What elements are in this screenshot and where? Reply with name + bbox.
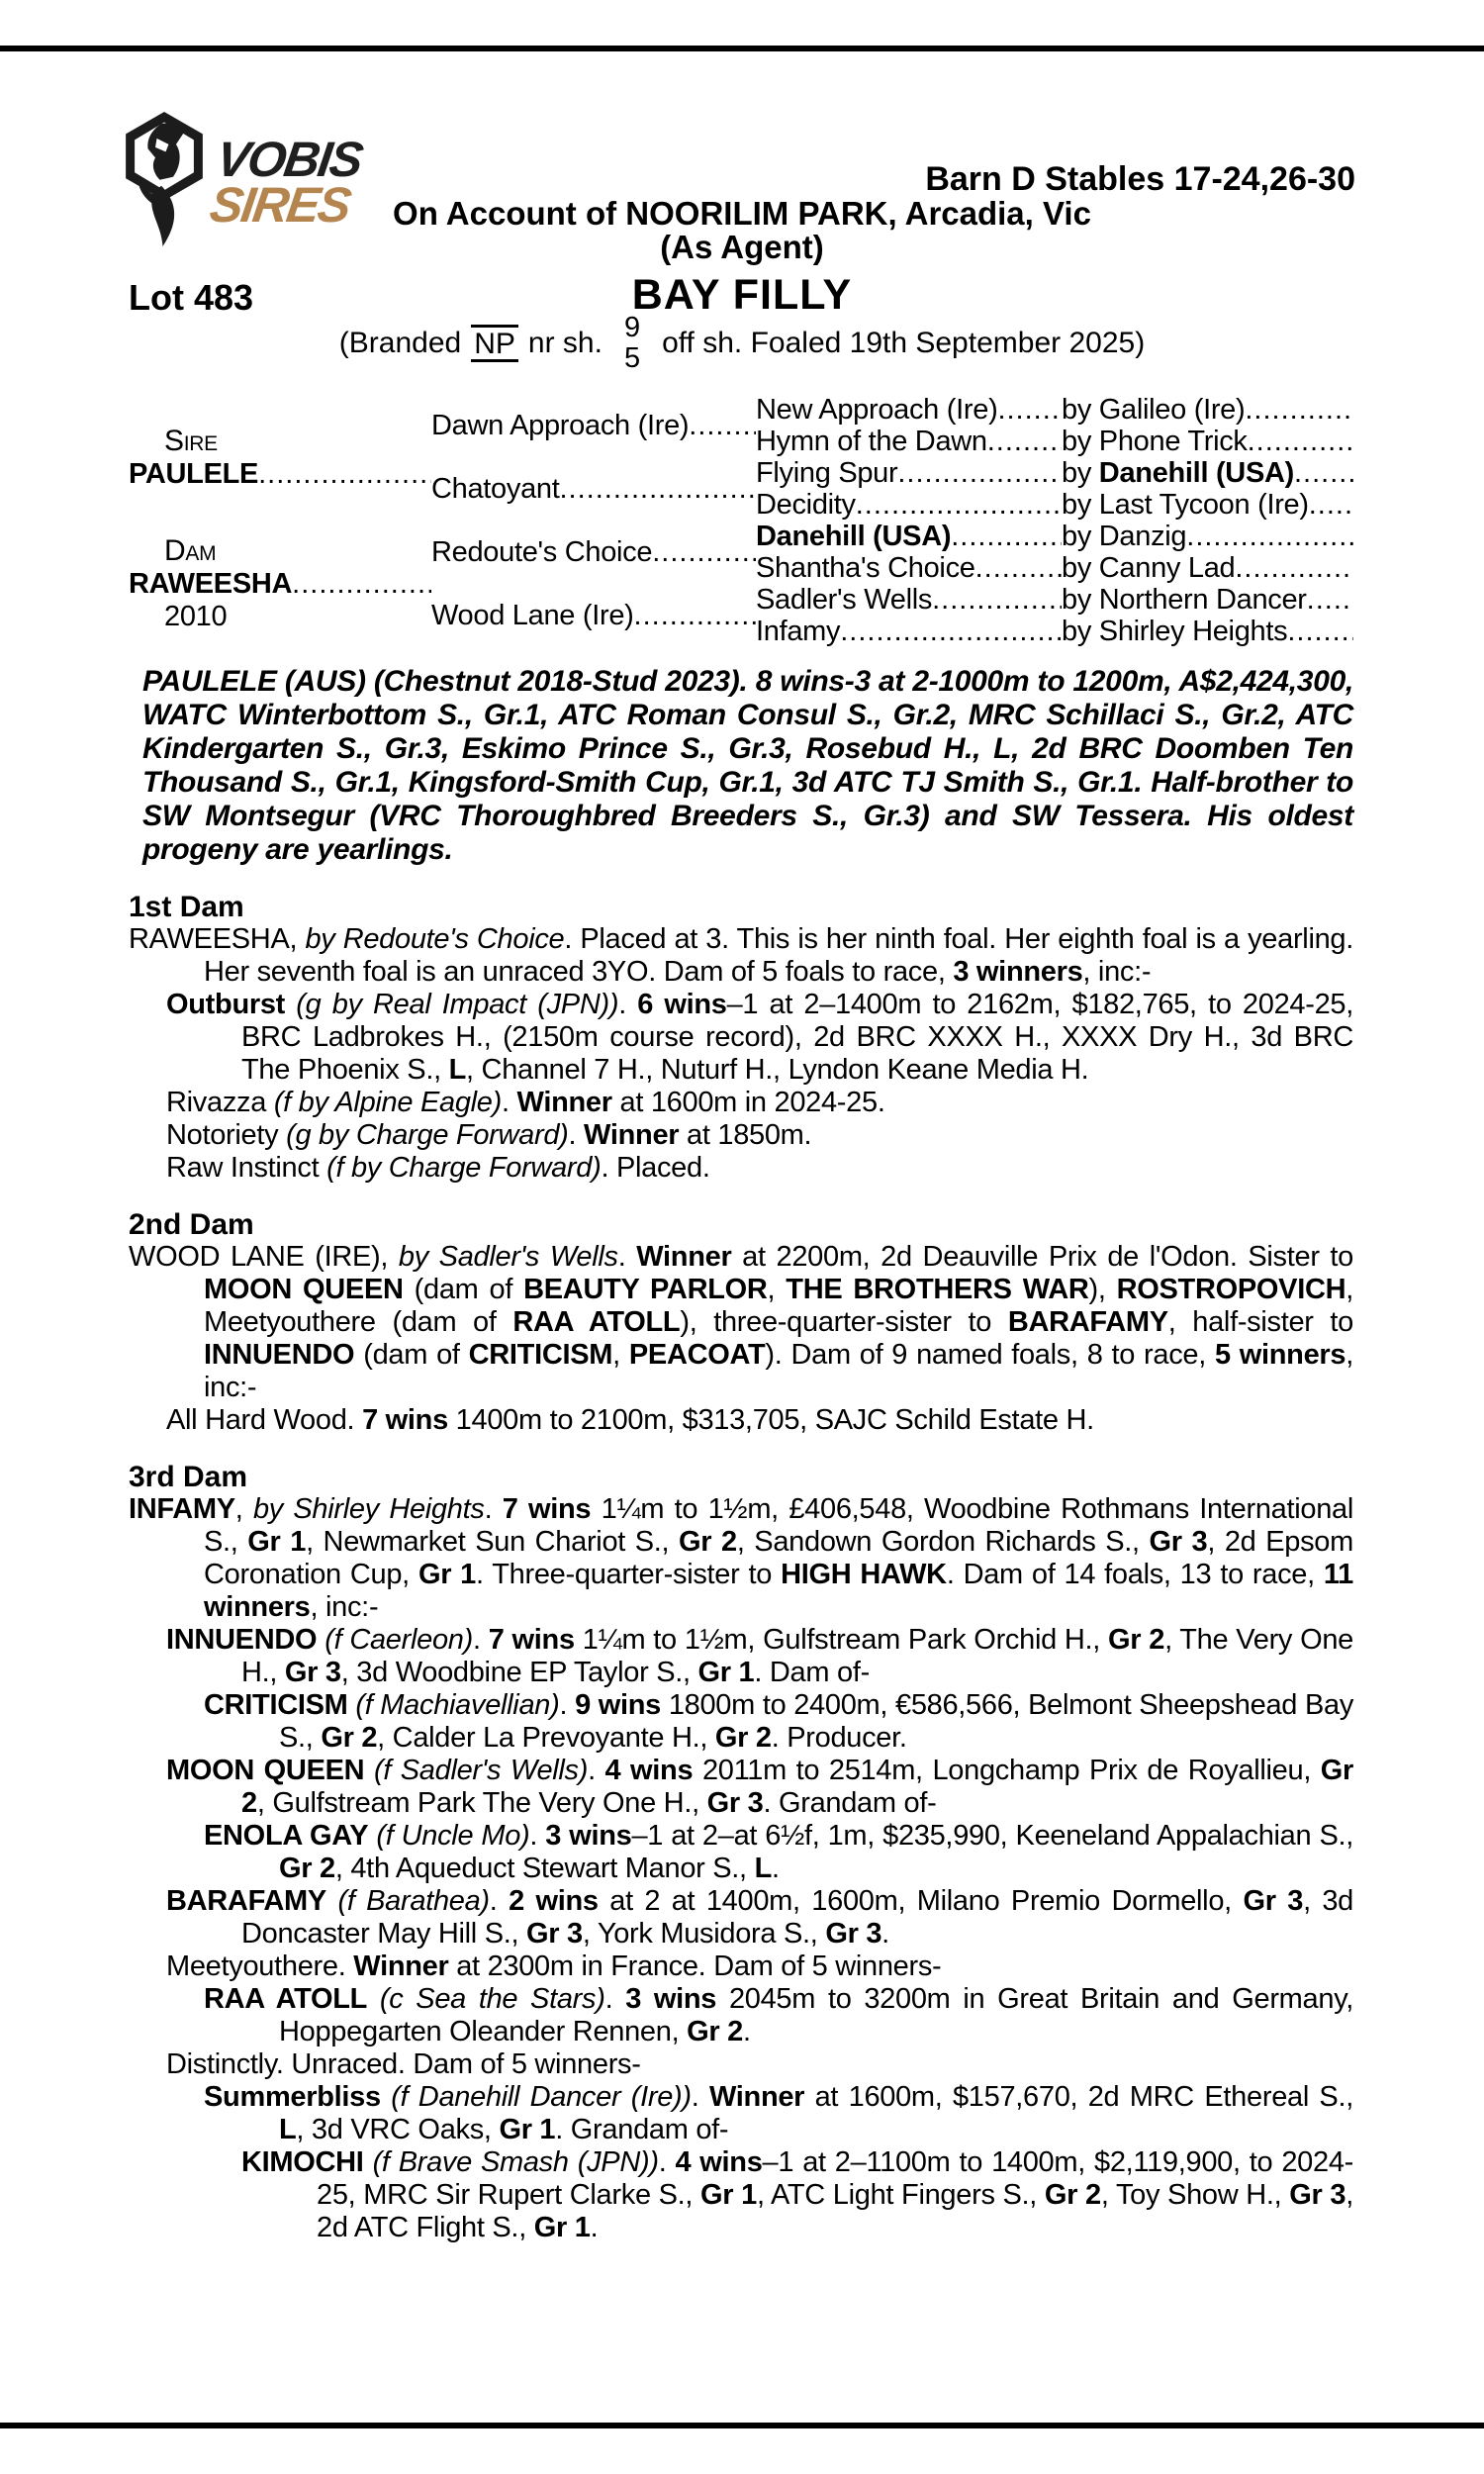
text-run: Gr 1: [499, 2114, 556, 2145]
text-run: ROSTROPOVICH: [1116, 1274, 1346, 1305]
text-run: (f Barathea): [337, 1885, 490, 1917]
text-run: Danehill (USA): [756, 520, 952, 552]
text-run: 5 winners: [1214, 1339, 1346, 1371]
dotted-leader: [975, 552, 1062, 585]
pedigree-gen3-row: [756, 457, 1353, 489]
pedigree-gen3-row: [756, 489, 1353, 521]
dotted-leader: [652, 536, 756, 569]
gen3-sire-text: by Canny Lad: [1062, 551, 1236, 584]
dam-heading: 1st Dam: [129, 891, 244, 923]
brand-number-bottom: 5: [623, 342, 641, 374]
dotted-leader: [1248, 426, 1353, 458]
gen3-name-text: Shantha's Choice: [756, 551, 975, 584]
text-run: Gr 2: [1044, 2179, 1101, 2211]
text-run: 2 wins: [509, 1885, 599, 1917]
brand-number: [624, 313, 640, 374]
dotted-leader: [560, 473, 757, 506]
text-run: RAA ATOLL: [204, 1983, 368, 2015]
pedigree-gen3-row: [756, 426, 1353, 457]
gen3-sire: [1062, 521, 1353, 553]
pedigree-gen3-row: [756, 584, 1353, 616]
text-run: 3 wins: [625, 1983, 717, 2015]
text-run: Gr 1: [417, 1559, 477, 1590]
dam-paragraph: RAWEESHA, by Redoute's Choice. Placed at 3. This is her ninth foal. Her eighth foal is a yearling. Her seventh foal is an unraced 3YO. Dam of 5 foals to race, 3 winners, inc:-: [129, 923, 1354, 988]
text-run: 4 wins: [604, 1755, 694, 1786]
gen3-name: [756, 394, 1062, 427]
text-run: (g by Charge Forward): [286, 1119, 569, 1151]
text-run: 11 winners: [204, 1559, 1353, 1623]
text-run: 6 wins: [637, 989, 727, 1020]
text-run: RAA ATOLL: [512, 1306, 681, 1338]
dam-heading: 3rd Dam: [129, 1461, 248, 1493]
text-run: PAULELE (AUS) (Chestnut 2018-Stud 2023). 8 wins-3 at 2-1000m to 1200m, A$2,424,300, WATC Winterbottom S., Gr.1, ATC Roman Consul S., Gr.2, MRC Schillaci S., Gr.2, ATC Kindergarten S., Gr.3, Eskimo Prince S., Gr.3, Rosebud H., L, 2d BRC Doomben Ten Thousand S., Gr.1, Kingsford-Smith Cup, Gr.1, 3d ATC TJ Smith S., Gr.1. Half-brother to SW Montsegur (VRC Thoroughbred Breeders S., Gr.3) and SW Tessera. His oldest progeny are yearlings.: [142, 665, 1353, 866]
pedigree-gen3-row: [756, 616, 1353, 647]
gen3-name: [756, 521, 1062, 553]
dotted-leader: [689, 410, 756, 442]
gen3-sire-text: by Northern Dancer: [1062, 583, 1307, 616]
text-run: (g by Real Impact (JPN)): [296, 989, 619, 1020]
text-run: INFAMY: [129, 1493, 235, 1525]
text-run: INNUENDO: [204, 1339, 355, 1371]
dotted-leader: [897, 457, 1062, 490]
gen3-sire: [1062, 584, 1353, 617]
dotted-leader: [292, 568, 431, 601]
progeny-entry: Summerbliss (f Danehill Dancer (Ire)). Winner at 1600m, $157,670, 2d MRC Ethereal S., L, 3d VRC Oaks, Gr 1. Grandam of-: [204, 2081, 1353, 2145]
logo-word-vobis: VOBIS: [213, 132, 365, 187]
text-run: MOON QUEEN: [166, 1755, 365, 1786]
text-run: INNUENDO: [166, 1624, 318, 1656]
gen3-sire: [1062, 394, 1353, 427]
sire-name: PAULELE: [129, 457, 259, 490]
progeny-entry: Notoriety (g by Charge Forward). Winner at 1850m.: [166, 1119, 812, 1151]
progeny-entry: All Hard Wood. 7 wins 1400m to 2100m, $313,705, SAJC Schild Estate H.: [166, 1404, 1094, 1436]
text-run: THE BROTHERS WAR: [786, 1274, 1089, 1305]
dotted-leader: [1245, 394, 1353, 427]
progeny-entry: Distinctly. Unraced. Dam of 5 winners-: [166, 2048, 641, 2080]
text-run: Gr 3: [284, 1657, 341, 1688]
dotted-leader: [987, 426, 1062, 458]
text-run: (f Sadler's Wells): [373, 1755, 589, 1786]
pedigree-generation-2: [431, 394, 756, 647]
dotted-leader: [1294, 457, 1353, 490]
dotted-leader: [856, 489, 1062, 522]
text-run: (f Uncle Mo): [376, 1820, 530, 1852]
gen2-name: Dawn Approach (Ire): [431, 409, 690, 441]
gen3-name-text: Sadler's Wells: [756, 583, 933, 616]
gen3-name-text: Hymn of the Dawn: [756, 425, 987, 457]
text-run: 9 wins: [575, 1689, 661, 1721]
dam-foaling-year: 2010: [164, 601, 228, 632]
gen3-name: [756, 457, 1062, 490]
sire-block: [129, 394, 431, 521]
text-run: KIMOCHI: [241, 2146, 364, 2178]
page-body: [129, 394, 1353, 2244]
text-run: Gr 1: [247, 1526, 307, 1558]
dotted-leader: [1309, 489, 1353, 522]
gen3-sire-text: by Danehill (USA): [1062, 456, 1294, 489]
text-run: Winner: [353, 1951, 449, 1982]
brand-suffix: off sh. Foaled 19th September 2025): [662, 327, 1146, 359]
dotted-leader: [951, 521, 1062, 553]
text-run: L: [754, 1853, 772, 1884]
gen3-sire: [1062, 616, 1353, 648]
gen3-sire: [1062, 457, 1353, 490]
gen3-name-text: Infamy: [756, 615, 841, 647]
text-run: Winner: [708, 2081, 805, 2113]
text-run: Gr 2: [1108, 1624, 1165, 1656]
dam-label: Dam: [164, 534, 217, 567]
text-run: 7 wins: [488, 1624, 575, 1656]
dam-sections: [129, 891, 1353, 2244]
text-run: 7 wins: [502, 1493, 592, 1525]
gen3-name-text: [756, 521, 951, 553]
text-run: Winner: [516, 1087, 612, 1118]
agent-line: (As Agent): [660, 229, 824, 265]
dotted-leader: [258, 458, 431, 491]
text-run: Gr 2: [279, 1853, 335, 1884]
text-run: L: [279, 2114, 297, 2145]
text-run: BARAFAMY: [1007, 1306, 1168, 1338]
dotted-leader: [1186, 521, 1353, 553]
text-run: Gr 2: [321, 1722, 378, 1754]
gen3-sire-text: by Phone Trick: [1062, 425, 1248, 457]
progeny-entry: INNUENDO (f Caerleon). 7 wins 1¼m to 1½m, Gulfstream Park Orchid H., Gr 2, The Very One H., Gr 3, 3d Woodbine EP Taylor S., Gr 1. Dam of-: [166, 1624, 1354, 1688]
text-run: (f by Charge Forward): [326, 1152, 602, 1184]
dotted-leader: [1287, 616, 1353, 648]
text-run: (f Caerleon): [325, 1624, 473, 1656]
gen3-sire: [1062, 552, 1353, 585]
pedigree-gen3-row: [756, 521, 1353, 552]
text-run: Gr 3: [1243, 1885, 1304, 1917]
text-run: Outburst: [166, 989, 286, 1020]
gen3-name-text: Decidity: [756, 488, 856, 521]
text-run: 7 wins: [362, 1404, 448, 1436]
sire-label: Sire: [164, 424, 218, 457]
text-run: Summerbliss: [204, 2081, 381, 2113]
gen3-sire: [1062, 426, 1353, 458]
dam-paragraph: INFAMY, by Shirley Heights. 7 wins 1¼m to 1½m, £406,548, Woodbine Rothmans International S., Gr 1, Newmarket Sun Chariot S., Gr 2, Sandown Gordon Richards S., Gr 3, 2d Epsom Coronation Cup, Gr 1. Three-quarter-sister to HIGH HAWK. Dam of 14 foals, 13 to race, 11 winners, inc:-: [129, 1493, 1354, 1623]
text-run: Gr 1: [700, 2179, 757, 2211]
text-run: by Shirley Heights: [252, 1493, 485, 1525]
progeny-entry: Raw Instinct (f by Charge Forward). Placed.: [166, 1152, 710, 1184]
text-run: Gr 2: [679, 1526, 737, 1558]
text-run: Gr 1: [697, 1657, 755, 1688]
text-run: (f Machiavellian): [355, 1689, 560, 1721]
gen3-sire: [1062, 489, 1353, 522]
top-rule: [0, 46, 1484, 51]
text-run: Gr 3: [706, 1787, 764, 1819]
dotted-leader: [1235, 552, 1353, 585]
gen3-name: [756, 552, 1062, 585]
progeny-entry: Rivazza (f by Alpine Eagle). Winner at 1600m in 2024-25.: [166, 1087, 885, 1118]
text-run: (f Brave Smash (JPN)): [372, 2146, 659, 2178]
gen2-name: Redoute's Choice: [431, 535, 653, 568]
dam-paragraph: WOOD LANE (IRE), by Sadler's Wells. Winner at 2200m, 2d Deauville Prix de l'Odon. Sister to MOON QUEEN (dam of BEAUTY PARLOR, THE BROTHERS WAR), ROSTROPOVICH, Meetyouthere (dam of RAA ATOLL), three-quarter-sister to BARAFAMY, half-sister to INNUENDO (dam of CRITICISM, PEACOAT). Dam of 9 named foals, 8 to race, 5 winners, inc:-: [129, 1241, 1354, 1403]
text-run: BEAUTY PARLOR: [523, 1274, 768, 1305]
progeny-entry: MOON QUEEN (f Sadler's Wells). 4 wins 2011m to 2514m, Longchamp Prix de Royallieu, Gr 2, Gulfstream Park The Very One H., Gr 3. Grandam of-: [166, 1755, 1353, 1819]
text-run: (c Sea the Stars): [379, 1983, 605, 2015]
text-run: Gr 2: [687, 2016, 743, 2047]
gen3-name: [756, 489, 1062, 522]
text-run: BARAFAMY: [166, 1885, 326, 1917]
dam-heading: 2nd Dam: [129, 1208, 254, 1241]
text-run: Gr 1: [533, 2212, 591, 2243]
text-run: Gr 2: [241, 1755, 1353, 1819]
text-run: CRITICISM: [468, 1339, 613, 1371]
sire-summary: [129, 665, 1353, 867]
brand-prefix: (Branded: [338, 327, 462, 359]
text-run: Gr 3: [825, 1918, 882, 1950]
pedigree-gen3-row: [756, 394, 1353, 426]
brand-near-shoulder: nr sh.: [527, 327, 603, 359]
text-run: Winner: [636, 1241, 732, 1273]
brand-number-top: 9: [623, 312, 641, 343]
gen3-name-text: New Approach (Ire): [756, 393, 998, 426]
pedigree-gen3-row: [756, 552, 1353, 584]
gen3-sire-text: by Last Tycoon (Ire): [1062, 488, 1309, 521]
dotted-leader: [1307, 584, 1353, 617]
progeny-entry: CRITICISM (f Machiavellian). 9 wins 1800m to 2400m, €586,566, Belmont Sheepshead Bay S., Gr 2, Calder La Prevoyante H., Gr 2. Producer.: [204, 1689, 1354, 1754]
progeny-entry: Outburst (g by Real Impact (JPN)). 6 wins–1 at 2–1400m to 2162m, $182,765, to 2024-25, BRC Ladbrokes H., (2150m course record), 2d BRC XXXX H., XXXX Dry H., 3d BRC The Phoenix S., L, Channel 7 H., Nuturf H., Lyndon Keane Media H.: [166, 989, 1354, 1086]
gen3-sire-text: by Galileo (Ire): [1062, 393, 1246, 426]
dam-name: RAWEESHA: [129, 568, 293, 600]
gen3-sire-text: by Shirley Heights: [1062, 615, 1288, 647]
dotted-leader: [634, 600, 756, 632]
gen3-sire-text: by Danzig: [1062, 520, 1187, 552]
gen2-name: Chatoyant: [431, 472, 560, 505]
brand-mark: NP: [471, 325, 518, 363]
text-run: ENOLA GAY: [204, 1820, 369, 1852]
text-run: 4 wins: [675, 2146, 763, 2178]
text-run: Gr 3: [526, 1918, 583, 1950]
dotted-leader: [997, 394, 1062, 427]
dotted-leader: [932, 584, 1062, 617]
text-run: (f by Alpine Eagle): [273, 1087, 502, 1118]
text-run: CRITICISM: [204, 1689, 348, 1721]
text-run: L: [448, 1054, 467, 1086]
gen3-name: [756, 584, 1062, 617]
pedigree-generation-3: [756, 394, 1353, 647]
gen2-name: Wood Lane (Ire): [431, 599, 634, 631]
text-run: by Sadler's Wells: [398, 1241, 618, 1273]
gen3-name: [756, 426, 1062, 458]
text-run: 3 wins: [545, 1820, 632, 1852]
text-run: by Redoute's Choice: [305, 923, 565, 955]
consignor-line: On Account of NOORILIM PARK, Arcadia, Vic: [393, 195, 1091, 232]
progeny-entry: ENOLA GAY (f Uncle Mo). 3 wins–1 at 2–at 6½f, 1m, $235,990, Keeneland Appalachian S., Gr 2, 4th Aqueduct Stewart Manor S., L.: [204, 1820, 1353, 1884]
dotted-leader: [840, 616, 1062, 648]
text-run: 3 winners: [953, 956, 1083, 988]
horse-title: BAY FILLY: [631, 271, 853, 319]
logo-word-sires: SIRES: [206, 177, 353, 233]
text-run: Danehill (USA): [1098, 456, 1294, 489]
progeny-entry: RAA ATOLL (c Sea the Stars). 3 wins 2045m to 3200m in Great Britain and Germany, Hoppegarten Oleander Rennen, Gr 2.: [204, 1983, 1353, 2047]
gen3-name: [756, 616, 1062, 648]
text-run: MOON QUEEN: [204, 1274, 404, 1305]
text-run: HIGH HAWK: [781, 1559, 947, 1590]
pedigree-generation-1: [129, 394, 431, 647]
progeny-entry: KIMOCHI (f Brave Smash (JPN)). 4 wins–1 at 2–1100m to 1400m, $2,119,900, to 2024-25, MRC Sir Rupert Clarke S., Gr 1, ATC Light Fingers S., Gr 2, Toy Show H., Gr 3, 2d ATC Flight S., Gr 1.: [241, 2146, 1354, 2243]
text-run: Gr 2: [714, 1722, 772, 1754]
barn-info: Barn D Stables 17-24,26-30: [925, 160, 1355, 198]
progeny-entry: Meetyouthere. Winner at 2300m in France. Dam of 5 winners-: [166, 1951, 942, 1982]
text-run: Winner: [584, 1119, 680, 1151]
lot-number: Lot 483: [129, 277, 254, 318]
text-run: (f Danehill Dancer (Ire)): [391, 2081, 692, 2113]
gen3-name-text: Flying Spur: [756, 456, 898, 489]
progeny-entry: BARAFAMY (f Barathea). 2 wins at 2 at 1400m, 1600m, Milano Premio Dormello, Gr 3, 3d Doncaster May Hill S., Gr 3, York Musidora S., Gr 3.: [166, 1885, 1354, 1950]
text-run: PEACOAT: [628, 1339, 766, 1371]
pedigree-table: [129, 394, 1353, 647]
text-run: Gr 3: [1289, 2179, 1346, 2211]
dam-block: [129, 521, 431, 647]
brand-line: [0, 313, 1484, 374]
text-run: Gr 3: [1149, 1526, 1208, 1558]
bottom-rule: [0, 2423, 1484, 2428]
